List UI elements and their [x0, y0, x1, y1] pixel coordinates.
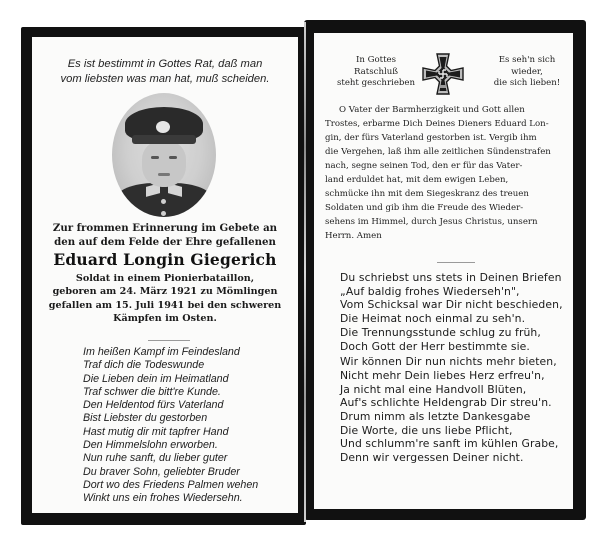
header-line: wieder,: [511, 66, 543, 77]
prayer-line: nach, segne seinen Tod, den er für das Vater-: [325, 161, 523, 171]
cap-badge-icon: [156, 121, 170, 133]
poem-line: Die Heimat noch einmal zu seh'n.: [340, 312, 526, 326]
poem-line: Winkt uns ein frohes Wiedersehn.: [83, 492, 243, 505]
memorial-poem-right: [340, 271, 563, 465]
poem-line: Du braver Sohn, geliebter Bruder: [83, 465, 240, 478]
dedication: [32, 221, 298, 249]
header-verse-left: [336, 55, 416, 90]
header-line: die sich lieben!: [493, 78, 561, 88]
poem-line: Im heißen Kampf im Feindesland: [83, 346, 240, 358]
bio-line: geboren am 24. März 1921 zu Mömlingen: [52, 286, 278, 298]
left-panel-paper: [32, 37, 298, 513]
portrait-eye: [169, 156, 177, 159]
portrait-mouth: [158, 173, 170, 176]
header-line: In Gottes: [355, 55, 397, 65]
memorial-card-left-panel: [21, 27, 306, 525]
poem-line: Ja nicht mal eine Handvoll Blüten,: [340, 382, 527, 396]
portrait-face: [142, 141, 186, 187]
poem-line: Die Trennungsstunde schlug zu früh,: [340, 325, 541, 339]
prayer-line: Herrn. Amen: [325, 231, 382, 241]
prayer-line: gin, der fürs Vaterland gestorben ist. Vergib ihm: [325, 133, 537, 143]
poem-line: Die Lieben dein im Heimatland: [83, 372, 229, 385]
motto-line: Es ist bestimmt in Gottes Rat, daß man: [67, 58, 263, 70]
deceased-name: Eduard Longin Giegerich: [53, 250, 277, 269]
motto-line: vom liebsten was man hat, muß scheiden.: [60, 73, 270, 85]
prayer-text: [325, 103, 563, 243]
iron-cross-icon: [422, 53, 464, 95]
poem-line: Nun ruhe sanft, du lieber guter: [83, 452, 228, 465]
right-panel-paper: [314, 33, 573, 509]
header-line: Es seh'n sich: [498, 55, 556, 65]
prayer-line: Soldaten und gib ihm die Freude des Wieder-: [325, 203, 524, 213]
prayer-line: schmücke ihn mit dem Siegeskranz des treuen: [325, 189, 529, 199]
poem-line: Traf dich die Todeswunde: [83, 359, 205, 372]
divider: [437, 262, 475, 263]
poem-line: Die Worte, die uns liebe Pflicht,: [340, 423, 513, 437]
header-verse-right: [482, 55, 572, 90]
bio-line: gefallen am 15. Juli 1941 bei den schweren: [48, 299, 282, 311]
portrait-cap-band: [132, 135, 196, 144]
poem-line: Vom Schicksal war Dir nicht beschieden,: [340, 298, 563, 312]
portrait-button: [161, 199, 166, 204]
divider: [148, 340, 190, 341]
portrait-button: [161, 211, 166, 216]
prayer-line: O Vater der Barmherzigkeit und Gott allen: [339, 105, 525, 115]
poem-line: Doch Gott der Herr bestimmte sie.: [340, 339, 530, 353]
poem-line: Traf schwer die bitt're Kunde.: [83, 385, 221, 398]
poem-line: Auf's schlichte Heldengrab Dir streu'n.: [340, 396, 552, 410]
bio-line: Kämpfen im Osten.: [113, 312, 217, 324]
header-line: Ratschluß: [353, 66, 399, 77]
poem-line: Den Himmelslohn erworben.: [83, 439, 218, 452]
poem-line: Den Heldentod fürs Vaterland: [83, 399, 224, 412]
dedication-line: Zur frommen Erinnerung im Gebete an: [52, 222, 278, 234]
prayer-line: sehens im Himmel, durch Jesus Christus, unsern: [325, 217, 538, 227]
prayer-line: die Vergehen, laß ihm alle zeitlichen Sündenstrafen: [325, 147, 551, 157]
dedication-line: den auf dem Felde der Ehre gefallenen: [54, 236, 276, 248]
poem-line: Und schlumm're sanft im kühlen Grabe,: [340, 437, 559, 451]
bio-line: Soldat in einem Pionierbataillon,: [75, 273, 255, 284]
prayer-line: land erduldet hat, mit dem ewigen Leben,: [325, 175, 509, 185]
poem-line: Dort wo des Friedens Palmen wehen: [83, 478, 259, 491]
biography: [32, 272, 298, 325]
prayer-line: Trostes, erbarme Dich Deines Dieners Eduard Lon-: [325, 119, 549, 129]
poem-line: Du schriebst uns stets in Deinen Briefen: [340, 271, 562, 284]
memorial-poem-left: [83, 346, 258, 506]
motto: [32, 57, 298, 87]
memorial-card-right-panel: [304, 20, 586, 520]
soldier-portrait-photo: [112, 93, 216, 217]
poem-line: Nicht mehr Dein liebes Herz erfreu'n,: [340, 368, 545, 382]
card-fold-line: [304, 22, 306, 522]
poem-line: Wir können Dir nun nichts mehr bieten,: [340, 355, 557, 369]
poem-line: „Auf baldig frohes Wiederseh'n",: [340, 284, 520, 298]
portrait-eye: [151, 156, 159, 159]
poem-line: Denn wir vergessen Deiner nicht.: [340, 451, 524, 465]
poem-line: Drum nimm als letzte Dankesgabe: [340, 410, 531, 424]
poem-line: Hast mutig dir mit tapfrer Hand: [83, 425, 229, 438]
poem-line: Bist Liebster du gestorben: [83, 412, 208, 425]
header-line: steht geschrieben: [336, 78, 416, 88]
